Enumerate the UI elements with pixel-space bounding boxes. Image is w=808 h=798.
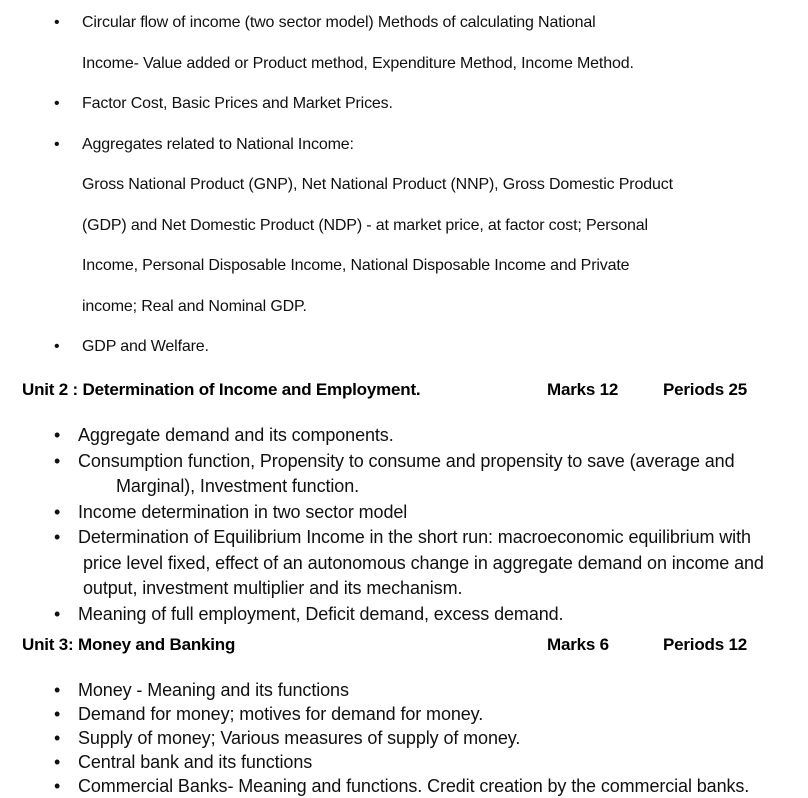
unit3-periods: Periods 12 xyxy=(663,635,747,654)
unit1-topic-list xyxy=(0,3,808,368)
bullet-icon: • xyxy=(54,527,61,547)
bullet-icon: • xyxy=(54,752,61,772)
bullet-icon: • xyxy=(54,603,61,624)
unit2-marks: Marks 12 xyxy=(547,380,619,399)
list-item-continuation xyxy=(0,246,808,287)
unit2-heading xyxy=(0,379,808,400)
list-item xyxy=(0,3,808,44)
topic-line: Money - Meaning and its functions xyxy=(78,680,349,700)
unit3-title: Unit 3: Money and Banking xyxy=(22,635,236,654)
list-item-continuation xyxy=(0,44,808,85)
unit3-marks: Marks 6 xyxy=(547,635,609,654)
bullet-icon: • xyxy=(54,728,61,748)
bullet-icon: • xyxy=(54,338,60,355)
topic-line: Income determination in two sector model xyxy=(78,501,408,522)
topic-line: Income, Personal Disposable Income, National Disposable Income and Private xyxy=(82,257,630,274)
list-item xyxy=(0,602,808,628)
list-item xyxy=(0,327,808,368)
unit3-heading xyxy=(0,634,808,655)
topic-line: price level fixed, effect of an autonomous change in aggregate demand on income and xyxy=(83,552,764,573)
list-item xyxy=(0,449,808,475)
unit2-periods: Periods 25 xyxy=(663,380,747,399)
list-item xyxy=(0,774,808,798)
topic-line: Income- Value added or Product method, Expenditure Method, Income Method. xyxy=(82,54,634,72)
topic-line: (GDP) and Net Domestic Product (NDP) - at market price, at factor cost; Personal xyxy=(82,216,648,234)
bullet-icon: • xyxy=(54,135,60,153)
topic-line: Consumption function, Propensity to consume and propensity to save (average and xyxy=(78,450,735,471)
topic-line: Marginal), Investment function. xyxy=(116,476,360,496)
topic-line: Demand for money; motives for demand for money. xyxy=(78,704,484,724)
unit3-topic-list xyxy=(0,678,808,798)
bullet-icon: • xyxy=(54,704,61,724)
topic-line: Aggregates related to National Income: xyxy=(82,135,354,153)
list-item xyxy=(0,702,808,726)
bullet-icon: • xyxy=(54,776,61,796)
list-item xyxy=(0,500,808,526)
bullet-icon: • xyxy=(54,680,61,700)
list-item xyxy=(0,125,808,166)
list-item-continuation xyxy=(0,206,808,247)
list-item-continuation xyxy=(0,474,808,500)
list-item-continuation xyxy=(0,165,808,206)
list-item xyxy=(0,423,808,449)
bullet-icon: • xyxy=(54,501,61,522)
list-item-continuation xyxy=(0,287,808,328)
topic-line: Factor Cost, Basic Prices and Market Prices. xyxy=(82,95,393,112)
topic-line: income; Real and Nominal GDP. xyxy=(82,297,307,315)
list-item xyxy=(0,84,808,125)
list-item xyxy=(0,525,808,551)
topic-line: Supply of money; Various measures of supply of money. xyxy=(78,728,521,748)
topic-line: Determination of Equilibrium Income in the short run: macroeconomic equilibrium with xyxy=(78,527,751,547)
list-item-continuation xyxy=(0,551,808,577)
bullet-icon: • xyxy=(54,14,60,31)
topic-line: Commercial Banks- Meaning and functions. Credit creation by the commercial banks. xyxy=(78,776,750,796)
topic-line: Meaning of full employment, Deficit demand, excess demand. xyxy=(78,603,564,624)
list-item xyxy=(0,750,808,774)
unit2-title: Unit 2 : Determination of Income and Employment. xyxy=(22,380,421,399)
unit2-topic-list xyxy=(0,423,808,627)
topic-line: Central bank and its functions xyxy=(78,752,313,772)
list-item-continuation xyxy=(0,576,808,602)
bullet-icon: • xyxy=(54,450,61,471)
topic-line: Aggregate demand and its components. xyxy=(78,425,394,445)
list-item xyxy=(0,678,808,702)
topic-line: Circular flow of income (two sector model) Methods of calculating National xyxy=(82,14,596,31)
bullet-icon: • xyxy=(54,95,60,112)
bullet-icon: • xyxy=(54,425,61,445)
topic-line: output, investment multiplier and its mechanism. xyxy=(83,578,463,598)
topic-line: Gross National Product (GNP), Net National Product (NNP), Gross Domestic Product xyxy=(82,176,673,193)
topic-line: GDP and Welfare. xyxy=(82,338,209,355)
list-item xyxy=(0,726,808,750)
